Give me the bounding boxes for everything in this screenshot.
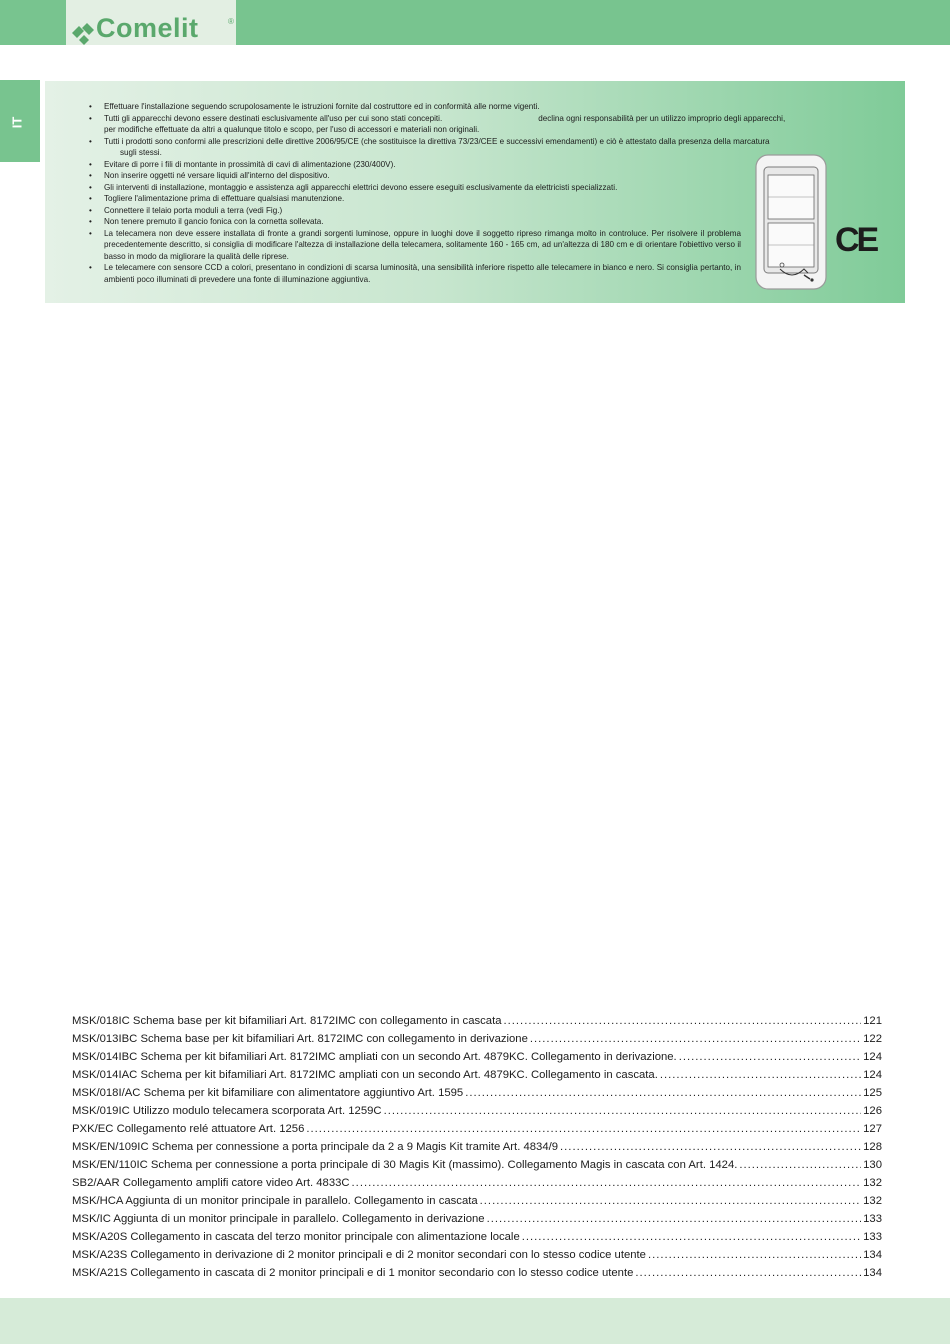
table-of-contents — [72, 1012, 882, 1282]
toc-row[interactable] — [72, 1228, 882, 1246]
toc-leader-dots — [384, 1102, 862, 1120]
toc-entry-title: SB2/AAR Collegamento amplifi catore video Art. 4833C — [72, 1177, 350, 1189]
toc-leader-dots — [522, 1228, 861, 1246]
toc-leader-dots — [739, 1156, 861, 1174]
list-item: • Effettuare l'installazione seguendo scrupolosamente le istruzioni fornite dal costruttore ed in conformità alle norme vigenti. — [89, 101, 897, 113]
list-item: • La telecamera non deve essere installata di fronte a grandi sorgenti luminose, oppure in luoghi dove il soggetto ripreso rimanga molto in controluce. Per risolvere il problema precedentemente descritto, si consiglia di modificare l'altezza di installazione della telecamera, solitamente 160 - 165 cm, ad un'altezza di 180 cm e di orientare l'obiettivo verso il basso in modo da migliorare la qualità delle riprese. — [89, 228, 741, 263]
brand-name: Comelit — [96, 13, 199, 43]
module-frame-illustration — [752, 153, 832, 293]
toc-page-number: 124 — [863, 1051, 882, 1063]
toc-entry-title: MSK/HCA Aggiunta di un monitor principale in parallelo. Collegamento in cascata — [72, 1195, 478, 1207]
toc-entry-title: MSK/018I/AC Schema per kit bifamiliare con alimentatore aggiuntivo Art. 1595 — [72, 1087, 464, 1099]
toc-leader-dots — [560, 1138, 861, 1156]
toc-page-number: 125 — [863, 1087, 882, 1099]
toc-page-number: 133 — [863, 1213, 882, 1225]
toc-entry-title: MSK/A23S Collegamento in derivazione di 2 monitor principali e di 2 monitor secondari con lo stesso codice utente — [72, 1249, 646, 1261]
toc-row[interactable] — [72, 1120, 882, 1138]
toc-leader-dots — [635, 1264, 861, 1282]
toc-row[interactable] — [72, 1246, 882, 1264]
ce-mark: CE — [835, 221, 877, 259]
toc-leader-dots — [352, 1174, 862, 1192]
toc-leader-dots — [480, 1192, 861, 1210]
toc-entry-title: MSK/018IC Schema base per kit bifamiliari Art. 8172IMC con collegamento in cascata — [72, 1015, 502, 1027]
comelit-logo-icon — [70, 21, 96, 45]
toc-leader-dots — [465, 1084, 861, 1102]
toc-page-number: 127 — [863, 1123, 882, 1135]
list-item: • Le telecamere con sensore CCD a colori, presentano in condizioni di scarsa luminosità, una sensibilità inferiore rispetto alle telecamere in bianco e nero. Si consiglia pertanto, in ambienti poco illuminati di prevedere una fonte di illuminazione aggiuntiva. — [89, 262, 741, 285]
toc-leader-dots — [648, 1246, 861, 1264]
toc-page-number: 124 — [863, 1069, 882, 1081]
list-item: • Togliere l'alimentazione prima di effettuare qualsiasi manutenzione. — [89, 193, 741, 205]
language-label: IT — [9, 116, 25, 129]
safety-notes-list — [89, 101, 786, 285]
list-item: • Tutti gli apparecchi devono essere destinati esclusivamente all'uso per cui sono stati concepiti. declina ogni responsabilità per un utilizzo improprio degli apparecchi, per modifiche effettuate da altri a qualunque titolo e scopo, per l'uso di accessori e materiali non originali. — [89, 113, 897, 136]
language-tab — [0, 80, 40, 162]
list-item: • Connettere il telaio porta moduli a terra (vedi Fig.) — [89, 205, 741, 217]
toc-row[interactable] — [72, 1030, 882, 1048]
toc-leader-dots — [660, 1066, 861, 1084]
toc-row[interactable] — [72, 1210, 882, 1228]
list-item: • Non inserire oggetti né versare liquidi all'interno del dispositivo. — [89, 170, 741, 182]
toc-entry-title: MSK/013IBC Schema base per kit bifamiliari Art. 8172IMC con collegamento in derivazione — [72, 1033, 528, 1045]
toc-leader-dots — [306, 1120, 861, 1138]
toc-row[interactable] — [72, 1138, 882, 1156]
toc-leader-dots — [487, 1210, 862, 1228]
toc-row[interactable] — [72, 1102, 882, 1120]
toc-leader-dots — [679, 1048, 861, 1066]
toc-entry-title: MSK/EN/109IC Schema per connessione a porta principale da 2 a 9 Magis Kit tramite Art. 4834/9 — [72, 1141, 559, 1153]
toc-row[interactable] — [72, 1084, 882, 1102]
toc-page-number: 121 — [863, 1015, 882, 1027]
toc-entry-title: PXK/EC Collegamento relé attuatore Art. 1256 — [72, 1123, 305, 1135]
toc-row[interactable] — [72, 1264, 882, 1282]
toc-row[interactable] — [72, 1192, 882, 1210]
toc-entry-title: MSK/019IC Utilizzo modulo telecamera scorporata Art. 1259C — [72, 1105, 382, 1117]
toc-row[interactable] — [72, 1066, 882, 1084]
toc-leader-dots — [530, 1030, 861, 1048]
toc-page-number: 126 — [863, 1105, 882, 1117]
footer-bar — [0, 1298, 950, 1344]
toc-row[interactable] — [72, 1012, 882, 1030]
safety-notes-panel — [45, 81, 905, 303]
toc-page-number: 130 — [863, 1159, 882, 1171]
toc-page-number: 122 — [863, 1033, 882, 1045]
list-item: • Tutti i prodotti sono conformi alle prescrizioni delle direttive 2006/95/CE (che sostituisce la direttiva 73/23/CEE e successivi emendamenti) e ciò è attestato dalla presenza della marcatura sugli stessi. — [89, 136, 897, 159]
registered-mark: ® — [228, 17, 234, 26]
list-item: • Non tenere premuto il gancio fonica con la cornetta sollevata. — [89, 216, 741, 228]
toc-page-number: 134 — [863, 1249, 882, 1261]
list-item: • Gli interventi di installazione, montaggio e assistenza agli apparecchi elettrici devono essere eseguiti esclusivamente da elettricisti specializzati. — [89, 182, 741, 194]
toc-entry-title: MSK/014IAC Schema per kit bifamiliari Art. 8172IMC ampliati con un secondo Art. 4879KC. Collegamento in cascata. — [72, 1069, 658, 1081]
toc-row[interactable] — [72, 1048, 882, 1066]
list-item: • Evitare di porre i fili di montante in prossimità di cavi di alimentazione (230/400V). — [89, 159, 741, 171]
toc-entry-title: MSK/EN/110IC Schema per connessione a porta principale di 30 Magis Kit (massimo). Collegamento Magis in cascata con Art. 1424. — [72, 1159, 738, 1171]
toc-page-number: 132 — [863, 1177, 882, 1189]
toc-row[interactable] — [72, 1174, 882, 1192]
toc-page-number: 133 — [863, 1231, 882, 1243]
brand-logo — [66, 0, 236, 45]
toc-page-number: 128 — [863, 1141, 882, 1153]
toc-entry-title: MSK/A20S Collegamento in cascata del terzo monitor principale con alimentazione locale — [72, 1231, 520, 1243]
toc-page-number: 132 — [863, 1195, 882, 1207]
toc-entry-title: MSK/A21S Collegamento in cascata di 2 monitor principali e di 1 monitor secondario con lo stesso codice utente — [72, 1267, 634, 1279]
toc-leader-dots — [504, 1012, 862, 1030]
toc-entry-title: MSK/014IBC Schema per kit bifamiliari Art. 8172IMC ampliati con un secondo Art. 4879KC. Collegamento in derivazione. — [72, 1051, 677, 1063]
toc-row[interactable] — [72, 1156, 882, 1174]
toc-entry-title: MSK/IC Aggiunta di un monitor principale in parallelo. Collegamento in derivazione — [72, 1213, 485, 1225]
toc-page-number: 134 — [863, 1267, 882, 1279]
